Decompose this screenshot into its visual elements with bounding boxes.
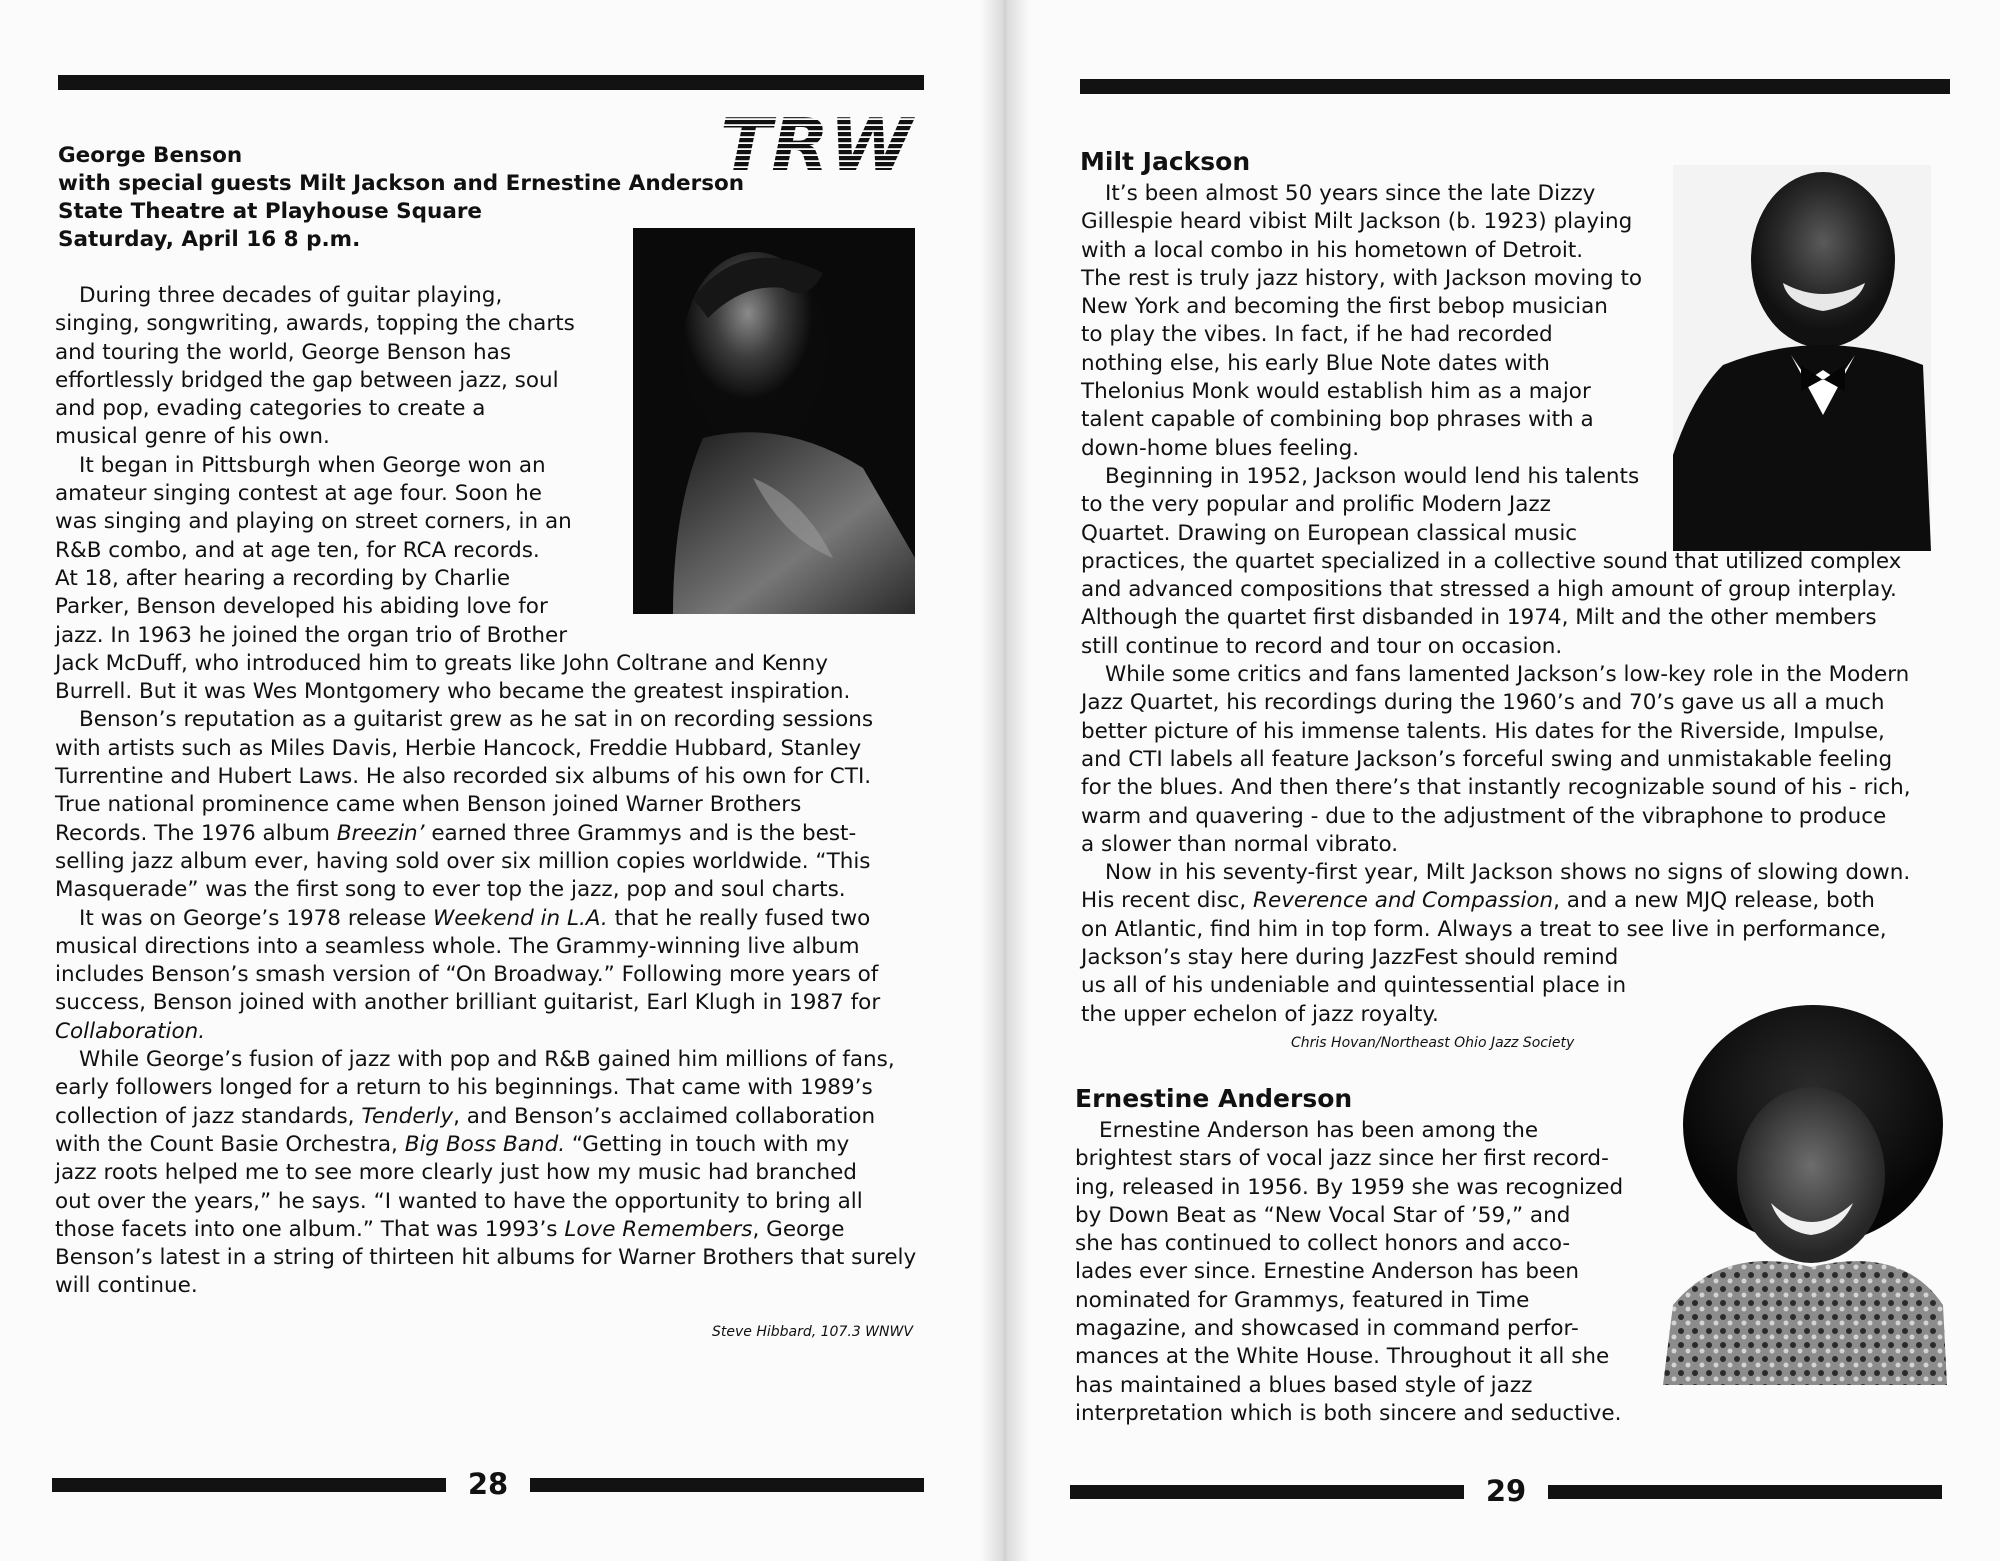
article-line: the upper echelon of jazz royalty. xyxy=(1081,1001,1439,1027)
article-line: better picture of his immense talents. His dates for the Riverside, Impulse, xyxy=(1081,718,1885,744)
article-text: , George xyxy=(752,1216,845,1242)
article-text: earned three Grammys and is the best- xyxy=(424,820,857,846)
article-text: those facets into one album.” That was 1993’s xyxy=(55,1216,565,1242)
article-line: for the blues. And then there’s that instantly recognizable sound of his - rich, xyxy=(1081,775,1911,801)
milt-jackson-heading: Milt Jackson xyxy=(1080,147,1251,176)
article-line: selling jazz album ever, having sold over six million copies worldwide. “This xyxy=(55,848,871,874)
page-footer xyxy=(1070,1474,1942,1508)
article-line: and touring the world, George Benson has xyxy=(55,339,512,365)
article-line: and advanced compositions that stressed a high amount of group interplay. xyxy=(1081,577,1897,603)
article-line: It began in Pittsburgh when George won an xyxy=(79,452,546,478)
article-line: Benson’s latest in a string of thirteen hit albums for Warner Brothers that surely xyxy=(55,1245,917,1271)
article-line: Parker, Benson developed his abiding love for xyxy=(55,594,548,620)
article-line: brightest stars of vocal jazz since her first record- xyxy=(1075,1146,1609,1172)
benson-article xyxy=(55,282,916,1301)
article-line: New York and becoming the first bebop musician xyxy=(1081,294,1608,320)
article-line: early followers longed for a return to his beginnings. That came with 1989’s xyxy=(55,1075,873,1101)
article-line: us all of his undeniable and quintessential place in xyxy=(1081,973,1627,999)
article-line: During three decades of guitar playing, xyxy=(79,283,503,308)
ernestine-anderson-heading: Ernestine Anderson xyxy=(1075,1084,1353,1113)
article-line: Gillespie heard vibist Milt Jackson (b. 1923) playing xyxy=(1081,209,1633,235)
event-venue: State Theatre at Playhouse Square xyxy=(58,199,483,224)
article-line: with artists such as Miles Davis, Herbie Hancock, Freddie Hubbard, Stanley xyxy=(55,735,862,761)
article-line: will continue. xyxy=(55,1273,198,1299)
article-line: True national prominence came when Benson joined Warner Brothers xyxy=(55,792,802,818)
article-line: with a local combo in his hometown of Detroit. xyxy=(1081,237,1584,263)
article-line: Jazz Quartet, his recordings during the 1960’s and 70’s gave us all a much xyxy=(1081,690,1885,716)
article-line: Jack McDuff, who introduced him to greats like John Coltrane and Kenny xyxy=(55,650,828,676)
article-line: R&B combo, and at age ten, for RCA records. xyxy=(55,537,540,563)
jackson-article xyxy=(1081,180,1911,1029)
article-line: Turrentine and Hubert Laws. He also recorded six albums of his own for CTI. xyxy=(55,764,872,790)
article-text: that he really fused two xyxy=(607,905,871,931)
album-title: Breezin’ xyxy=(336,820,425,846)
event-guests: with special guests Milt Jackson and Ernestine Anderson xyxy=(58,171,745,196)
article-line: Although the quartet first disbanded in 1974, Milt and the other members xyxy=(1081,605,1877,631)
article-line: jazz roots helped me to see more clearly just how my music had branched xyxy=(55,1160,857,1186)
footer-rule xyxy=(52,1478,446,1492)
article-line: While George’s fusion of jazz with pop and R&B gained him millions of fans, xyxy=(79,1047,895,1073)
article-line: mances at the White House. Throughout it all she xyxy=(1075,1344,1610,1370)
album-title: Tenderly xyxy=(361,1103,454,1129)
album-title: Big Boss Band. xyxy=(404,1131,566,1157)
article-line xyxy=(1081,887,1911,915)
article-line: success, Benson joined with another brilliant guitarist, Earl Klugh in 1987 for xyxy=(55,990,881,1016)
article-line: a slower than normal vibrato. xyxy=(1081,831,1399,857)
article-text: It was on George’s 1978 release xyxy=(79,905,434,931)
article-line: ing, released in 1956. By 1959 she was recognized xyxy=(1075,1174,1624,1200)
event-date: Saturday, April 16 8 p.m. xyxy=(58,227,361,252)
article-line: down-home blues feeling. xyxy=(1081,435,1360,461)
article-text: His recent disc, xyxy=(1081,888,1254,914)
article-line: The rest is truly jazz history, with Jackson moving to xyxy=(1081,265,1643,291)
article-line: warm and quavering - due to the adjustment of the vibraphone to produce xyxy=(1081,803,1887,829)
article-line xyxy=(55,1131,916,1159)
article-credit: Steve Hibbard, 107.3 WNWV xyxy=(712,1324,913,1340)
article-line xyxy=(55,905,916,933)
article-line: musical directions into a seamless whole. The Grammy-winning live album xyxy=(55,933,860,959)
article-line: Now in his seventy-first year, Milt Jackson shows no signs of slowing down. xyxy=(1105,860,1911,886)
article-line: has maintained a blues based style of jazz xyxy=(1075,1372,1533,1398)
article-line xyxy=(55,820,916,848)
ernestine-anderson-photo xyxy=(1663,1005,1947,1385)
article-line: Benson’s reputation as a guitarist grew as he sat in on recording sessions xyxy=(79,707,874,733)
article-text: , and Benson’s acclaimed collaboration xyxy=(453,1103,876,1129)
article-text: with the Count Basie Orchestra, xyxy=(55,1131,405,1157)
article-line: includes Benson’s smash version of “On Broadway.” Following more years of xyxy=(55,962,879,988)
album-title: Love Remembers xyxy=(564,1216,753,1242)
article-text: Records. The 1976 album xyxy=(55,820,337,846)
article-line: was singing and playing on street corners, in an xyxy=(55,509,572,535)
article-line: It’s been almost 50 years since the late Dizzy xyxy=(1105,181,1596,206)
article-line: to the very popular and prolific Modern Jazz xyxy=(1081,492,1551,518)
article-line: practices, the quartet specialized in a collective sound that utilized complex xyxy=(1081,548,1902,574)
binding-gutter xyxy=(980,0,1030,1561)
article-line: musical genre of his own. xyxy=(55,424,330,450)
article-line: Burrell. But it was Wes Montgomery who became the greatest inspiration. xyxy=(55,679,851,705)
article-text: collection of jazz standards, xyxy=(55,1103,362,1129)
album-title: Collaboration. xyxy=(55,1018,206,1044)
article-line: talent capable of combining bop phrases with a xyxy=(1081,407,1594,433)
trw-logo-mark xyxy=(720,114,915,176)
top-rule xyxy=(1080,79,1950,94)
article-line xyxy=(55,1103,916,1131)
article-credit: Chris Hovan/Northeast Ohio Jazz Society xyxy=(1291,1035,1575,1051)
article-line: to play the vibes. In fact, if he had recorded xyxy=(1081,322,1553,348)
article-line: interpretation which is both sincere and seductive. xyxy=(1075,1400,1622,1426)
article-line: amateur singing contest at age four. Soon he xyxy=(55,481,542,507)
page-number: 28 xyxy=(467,1467,509,1501)
article-line: At 18, after hearing a recording by Charlie xyxy=(55,565,511,591)
article-line: lades ever since. Ernestine Anderson has been xyxy=(1075,1259,1580,1285)
article-line xyxy=(55,1018,916,1046)
article-line: Jackson’s stay here during JazzFest should remind xyxy=(1081,945,1619,971)
article-line: nominated for Grammys, featured in Time xyxy=(1075,1287,1530,1313)
page-footer xyxy=(52,1467,924,1501)
article-line: singing, songwriting, awards, topping the charts xyxy=(55,311,575,337)
footer-rule xyxy=(1548,1485,1942,1499)
article-line: jazz. In 1963 he joined the organ trio of Brother xyxy=(55,622,568,648)
page-29 xyxy=(1005,0,2000,1561)
page-number: 29 xyxy=(1485,1474,1527,1508)
top-rule xyxy=(58,75,924,90)
anderson-portrait-image xyxy=(1663,1005,1947,1385)
article-text: , and a new MJQ release, both xyxy=(1553,888,1875,914)
article-line: nothing else, his early Blue Note dates with xyxy=(1081,350,1550,376)
article-line: effortlessly bridged the gap between jazz, soul xyxy=(55,367,559,393)
svg-text:TRW: TRW xyxy=(720,114,915,176)
footer-rule xyxy=(1070,1485,1464,1499)
article-line: and CTI labels all feature Jackson’s forceful swing and unmistakable feeling xyxy=(1081,746,1893,772)
article-line: and pop, evading categories to create a xyxy=(55,396,486,422)
trw-logo xyxy=(720,114,915,176)
article-line: Beginning in 1952, Jackson would lend his talents xyxy=(1105,463,1640,489)
article-line xyxy=(55,1216,916,1244)
article-line: still continue to record and tour on occasion. xyxy=(1081,633,1563,659)
article-line: by Down Beat as “New Vocal Star of ’59,” and xyxy=(1075,1202,1571,1228)
footer-rule xyxy=(530,1478,924,1492)
album-title: Weekend in L.A. xyxy=(433,905,608,931)
anderson-article xyxy=(1075,1117,1623,1428)
article-text: “Getting in touch with my xyxy=(565,1131,850,1157)
event-headliner: George Benson xyxy=(58,143,243,168)
article-line: on Atlantic, find him in top form. Always a treat to see live in performance, xyxy=(1081,916,1887,942)
article-line: magazine, and showcased in command perfor- xyxy=(1075,1316,1579,1342)
article-line: Thelonius Monk would establish him as a major xyxy=(1081,379,1591,405)
article-line: While some critics and fans lamented Jackson’s low-key role in the Modern xyxy=(1105,662,1910,688)
article-line: she has continued to collect honors and acco- xyxy=(1075,1231,1571,1257)
article-line: out over the years,” he says. “I wanted to have the opportunity to bring all xyxy=(55,1188,863,1214)
album-title: Reverence and Compassion xyxy=(1253,888,1554,914)
article-line: Masquerade” was the first song to ever top the jazz, pop and soul charts. xyxy=(55,877,846,903)
article-line: Quartet. Drawing on European classical music xyxy=(1081,520,1578,546)
article-line: Ernestine Anderson has been among the xyxy=(1099,1118,1539,1143)
